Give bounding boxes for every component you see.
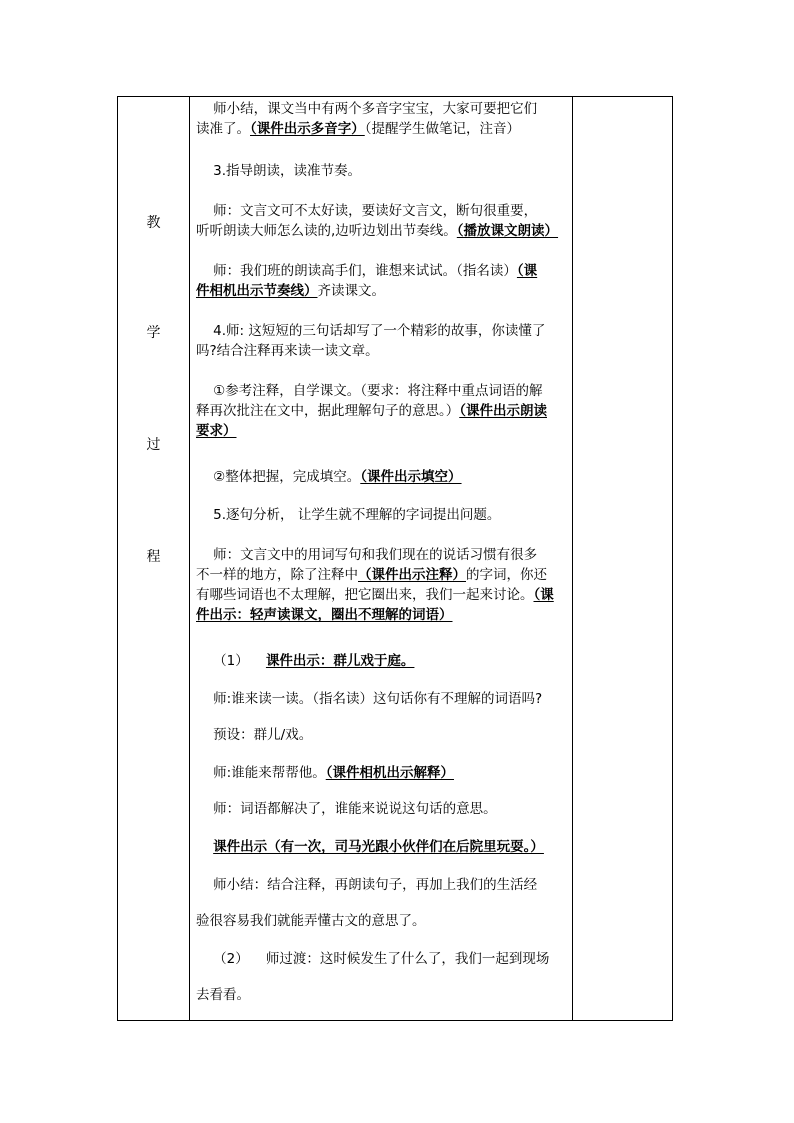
paragraph (196, 545, 568, 625)
paragraph (196, 875, 568, 895)
text-line (196, 421, 568, 441)
text-line (196, 799, 568, 819)
text-run: ②整体把握，完成填空。 (196, 469, 361, 485)
courseware-note: （课件出示多音字） (250, 121, 365, 137)
text-run: 4.师: 这短短的三句话却写了一个精彩的故事，你读懂了 (196, 323, 546, 339)
text-line (196, 261, 568, 281)
paragraph (196, 201, 568, 241)
paragraph (196, 261, 568, 301)
text-run: 验很容易我们就能弄懂古文的意思了。 (196, 913, 426, 929)
paragraph (196, 651, 568, 671)
text-line (196, 401, 568, 421)
paragraph (196, 689, 568, 709)
text-run: 5.逐句分析， 让学生就不理解的字词提出问题。 (196, 507, 501, 523)
text-line (196, 221, 568, 241)
text-run: （2） 师过渡：这时候发生了什么了，我们一起到现场 (196, 951, 550, 967)
paragraph (196, 725, 568, 745)
text-line (196, 119, 568, 139)
courseware-note: 件出示：轻声读课文，圈出不理解的词语） (196, 607, 453, 623)
text-line (196, 545, 568, 565)
courseware-note: （课件出示注释） (358, 567, 466, 583)
courseware-note: 课件出示：群儿戏于庭。 (265, 653, 415, 669)
paragraph (196, 837, 568, 857)
text-line (196, 321, 568, 341)
text-run: 去看看。 (196, 987, 250, 1003)
text-run: 预设：群儿/戏。 (196, 727, 313, 743)
text-line (196, 201, 568, 221)
courseware-note: （课件出示朗读 (459, 403, 547, 419)
text-run: 吗?结合注释再来读一读文章。 (196, 343, 379, 359)
text-line (196, 99, 568, 119)
paragraph (196, 799, 568, 819)
text-line (196, 875, 568, 895)
text-run: 读准了。 (196, 121, 250, 137)
text-line (196, 161, 568, 181)
text-run: 齐读课文。 (317, 283, 385, 299)
paragraph (196, 949, 568, 969)
text-run: 师:谁能来帮帮他。 (196, 765, 326, 781)
text-run: 师小结：结合注释，再朗读句子，再加上我们的生活经 (196, 877, 538, 893)
courseware-note: （课 (533, 587, 554, 603)
text-line (196, 911, 568, 931)
courseware-note: （课件相机出示解释） (325, 765, 454, 781)
paragraph (196, 99, 568, 139)
text-line (196, 651, 568, 671)
side-label-char: 学 (146, 325, 161, 341)
paragraph (196, 505, 568, 525)
paragraph (196, 467, 568, 487)
text-run: 不一样的地方，除了注释中 (196, 567, 358, 583)
text-run: 师:谁来读一读。（指名读）这句话你有不理解的词语吗? (196, 691, 543, 707)
text-run: 师：我们班的朗读高手们，谁想来试试。（指名读） (196, 263, 517, 279)
text-line (196, 605, 568, 625)
side-label-char: 程 (146, 549, 161, 565)
courseware-note: 要求） (196, 423, 237, 439)
text-line (196, 505, 568, 525)
paragraph (196, 763, 568, 783)
text-run: 3.指导朗读，读准节奏。 (196, 163, 362, 179)
text-run: 师：词语都解决了，谁能来说说这句话的意思。 (196, 801, 497, 817)
text-run: 听听朗读大师怎么读的,边听边划出节奏线。 (196, 223, 457, 239)
side-label-char: 教 (146, 215, 161, 231)
text-line (196, 725, 568, 745)
courseware-note: （播放课文朗读） (456, 223, 559, 239)
text-line (196, 281, 568, 301)
text-line (196, 689, 568, 709)
text-line (196, 763, 568, 783)
courseware-note: （课 (516, 263, 538, 279)
text-line (196, 585, 568, 605)
text-line (196, 565, 568, 585)
text-run: （提醒学生做笔记，注音） (364, 121, 520, 137)
text-line (196, 381, 568, 401)
paragraph (196, 321, 568, 361)
text-run: （1） (196, 653, 266, 669)
text-run: ①参考注释，自学课文。（要求：将注释中重点词语的解 (196, 383, 543, 399)
side-label-char: 过 (146, 437, 161, 453)
courseware-note: （课件出示填空） (360, 469, 462, 485)
courseware-note: 课件出示（有一次，司马光跟小伙伴们在后院里玩耍。） (213, 839, 544, 855)
text-line (196, 341, 568, 361)
paragraph (196, 985, 568, 1005)
text-run: 的字词，你还 (466, 567, 547, 583)
column-divider-right (572, 97, 573, 1020)
text-run: 释再次批注在文中，据此理解句子的意思。） (196, 403, 460, 419)
paragraph (196, 911, 568, 931)
text-run: 师小结，课文当中有两个多音字宝宝，大家可要把它们 (196, 101, 538, 117)
column-divider-left (189, 97, 190, 1020)
text-line (196, 837, 568, 857)
text-line (196, 949, 568, 969)
paragraph (196, 381, 568, 441)
text-run (196, 839, 213, 855)
text-run: 有哪些词语也不太理解，把它圈出来，我们一起来讨论。 (196, 587, 534, 603)
text-run: 师：文言文可不太好读，要读好文言文，断句很重要， (196, 203, 538, 219)
text-line (196, 985, 568, 1005)
text-line (196, 467, 568, 487)
lesson-table (117, 96, 673, 1021)
courseware-note: 件相机出示节奏线） (196, 283, 318, 299)
paragraph (196, 161, 568, 181)
text-run: 师：文言文中的用词写句和我们现在的说话习惯有很多 (196, 547, 538, 563)
